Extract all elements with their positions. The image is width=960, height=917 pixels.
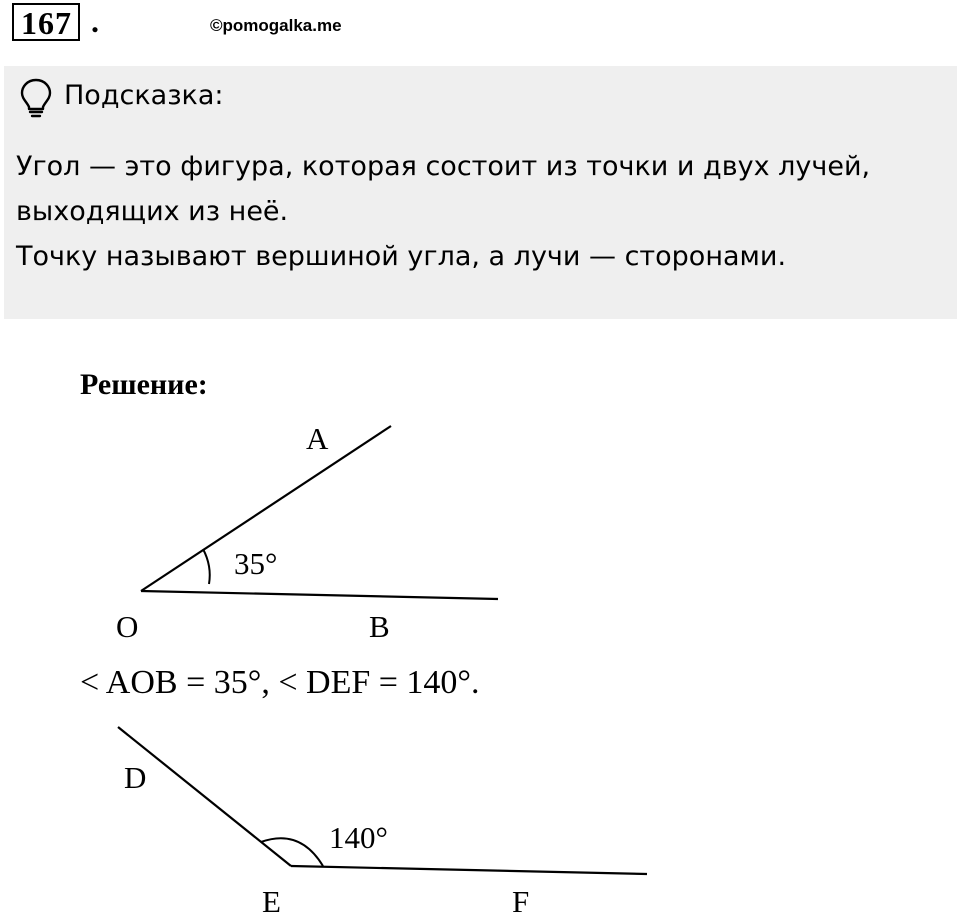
label-e: E: [262, 884, 281, 917]
task-number-dot: .: [91, 3, 99, 39]
ray-ef: [291, 866, 647, 874]
angle-arc-aob: [203, 549, 210, 584]
label-b: B: [369, 609, 390, 644]
hint-line: выходящих из неё.: [16, 196, 289, 227]
label-f: F: [512, 884, 530, 917]
angle-aob-figure: [116, 421, 498, 644]
label-o: O: [116, 609, 139, 644]
angle-def-figure: [118, 727, 647, 917]
hint-title: Подсказка:: [64, 80, 224, 111]
task-number: 167: [12, 3, 80, 41]
label-a: A: [306, 421, 329, 456]
answer-formula: < AOB = 35°, < DEF = 140°.: [80, 664, 480, 701]
angle-arc-def: [261, 838, 323, 866]
watermark: ©pomogalka.me: [210, 16, 342, 35]
label-d: D: [124, 760, 147, 795]
label-angle-def: 140°: [329, 820, 388, 855]
hint-line: Угол — это фигура, которая состоит из точки и двух лучей,: [16, 151, 871, 182]
solution-label: Решение:: [80, 368, 208, 401]
ray-ob: [141, 591, 498, 599]
hint-line: Точку называют вершиной угла, а лучи — сторонами.: [16, 241, 787, 272]
ray-ed: [118, 727, 291, 866]
label-angle-aob: 35°: [234, 546, 278, 581]
